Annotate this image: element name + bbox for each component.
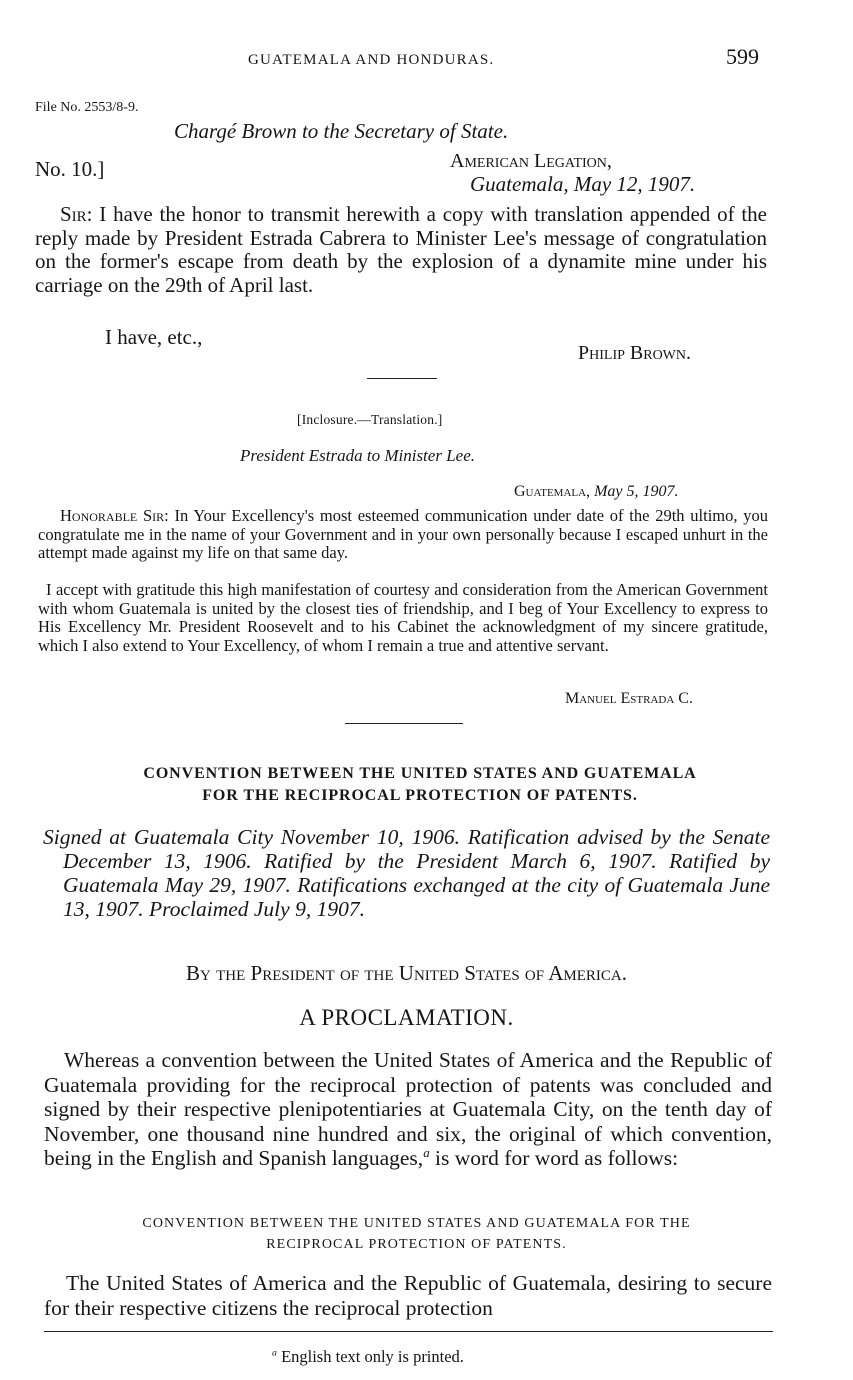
signed-note: Signed at Guatemala City November 10, 1906. Ratification advised by the Senate December 13, 1906. Ratified by the President March 6, 1907. Ratified by Guatemala May 29, 1907. Ratifications exchanged at the city of Guatemala June 13, 1907. Proclaimed July 9, 1907. bbox=[43, 825, 770, 921]
inclosure-place: Guatemala, bbox=[514, 483, 591, 500]
letter1-salutation: Sir: bbox=[60, 202, 93, 226]
convention-title-line1: CONVENTION BETWEEN THE UNITED STATES AND GUATEMALA bbox=[143, 765, 697, 782]
footnote-rule bbox=[44, 1331, 773, 1332]
inclosure-signature: Manuel Estrada C. bbox=[565, 690, 693, 707]
letter1-heading: Chargé Brown to the Secretary of State. bbox=[174, 119, 509, 143]
inclosure-para1 bbox=[38, 507, 768, 563]
letter1-place: American Legation, bbox=[450, 150, 612, 172]
footnote-mark: a bbox=[272, 1347, 277, 1359]
letter1-closing: I have, etc., bbox=[105, 325, 203, 349]
footnote bbox=[272, 1347, 464, 1367]
convention-opening: The United States of America and the Republic of Guatemala, desiring to secure for their respective citizens the reciprocal protection bbox=[44, 1271, 772, 1320]
letter1-signature: Philip Brown. bbox=[578, 342, 692, 364]
letter1-date: Guatemala, May 12, 1907. bbox=[470, 172, 696, 196]
inclosure-para1-text: In Your Excellency's most esteemed communication under date of the 29th ultimo, you congratulate me in the name of your Government and in your own personally because I escaped unhurt in the attempt made against my life on that same day. bbox=[38, 506, 768, 562]
inclosure-para2: I accept with gratitude this high manifestation of courtesy and consideration from the American Government with whom Guatemala is united by the closest ties of friendship, and I beg of Your Excellency to express to His Excellency Mr. President Roosevelt and to his Cabinet the acknowledgment of my sincere gratitude, which I also extend to Your Excellency, of whom I remain a true and attentive servant. bbox=[38, 580, 768, 655]
despatch-number: No. 10.] bbox=[35, 157, 105, 181]
inclosure-heading: President Estrada to Minister Lee. bbox=[240, 446, 475, 465]
section-divider-2 bbox=[345, 723, 463, 724]
running-title: GUATEMALA AND HONDURAS. bbox=[248, 52, 495, 68]
whereas-end: is word for word as follows: bbox=[429, 1146, 679, 1170]
whereas-paragraph bbox=[44, 1048, 772, 1171]
convention-title-line2: FOR THE RECIPROCAL PROTECTION OF PATENTS. bbox=[202, 787, 638, 804]
convention-subtitle bbox=[30, 1213, 803, 1255]
letter1-body bbox=[35, 203, 767, 297]
inclosure-date: May 5, 1907. bbox=[594, 483, 679, 500]
by-the-president: By the President of the United States of America. bbox=[186, 961, 627, 985]
convention-subtitle-line1: CONVENTION BETWEEN THE UNITED STATES AND GUATEMALA FOR THE bbox=[142, 1216, 691, 1231]
section-divider-1 bbox=[367, 378, 437, 379]
inclosure-salutation: Honorable Sir: bbox=[60, 506, 169, 525]
footnote-reference: a bbox=[423, 1145, 430, 1160]
page-number: 599 bbox=[726, 44, 759, 69]
letter1-body-text: I have the honor to transmit herewith a copy with translation appended of the reply made by President Estrada Cabrera to Minister Lee's message of congratulation on the former's escape from death by the explosion of a dynamite mine under his carriage on the 29th of April last. bbox=[35, 202, 767, 297]
convention-title bbox=[30, 763, 810, 807]
file-number: File No. 2553/8-9. bbox=[35, 100, 139, 115]
footnote-text: English text only is printed. bbox=[281, 1347, 464, 1366]
whereas-text: Whereas a convention between the United States of America and the Republic of Guatemala providing for the reciprocal protection of patents was concluded and signed by their respective plenipotentiaries at Guatemala City, on the tenth day of November, one thousand nine hundred and six, the original of which convention, being in the English and Spanish languages, bbox=[44, 1048, 772, 1170]
convention-subtitle-line2: RECIPROCAL PROTECTION OF PATENTS. bbox=[266, 1237, 567, 1252]
inclosure-dateline bbox=[514, 483, 679, 501]
proclamation-heading: A PROCLAMATION. bbox=[299, 1005, 514, 1030]
inclosure-label: [Inclosure.—Translation.] bbox=[297, 412, 443, 427]
